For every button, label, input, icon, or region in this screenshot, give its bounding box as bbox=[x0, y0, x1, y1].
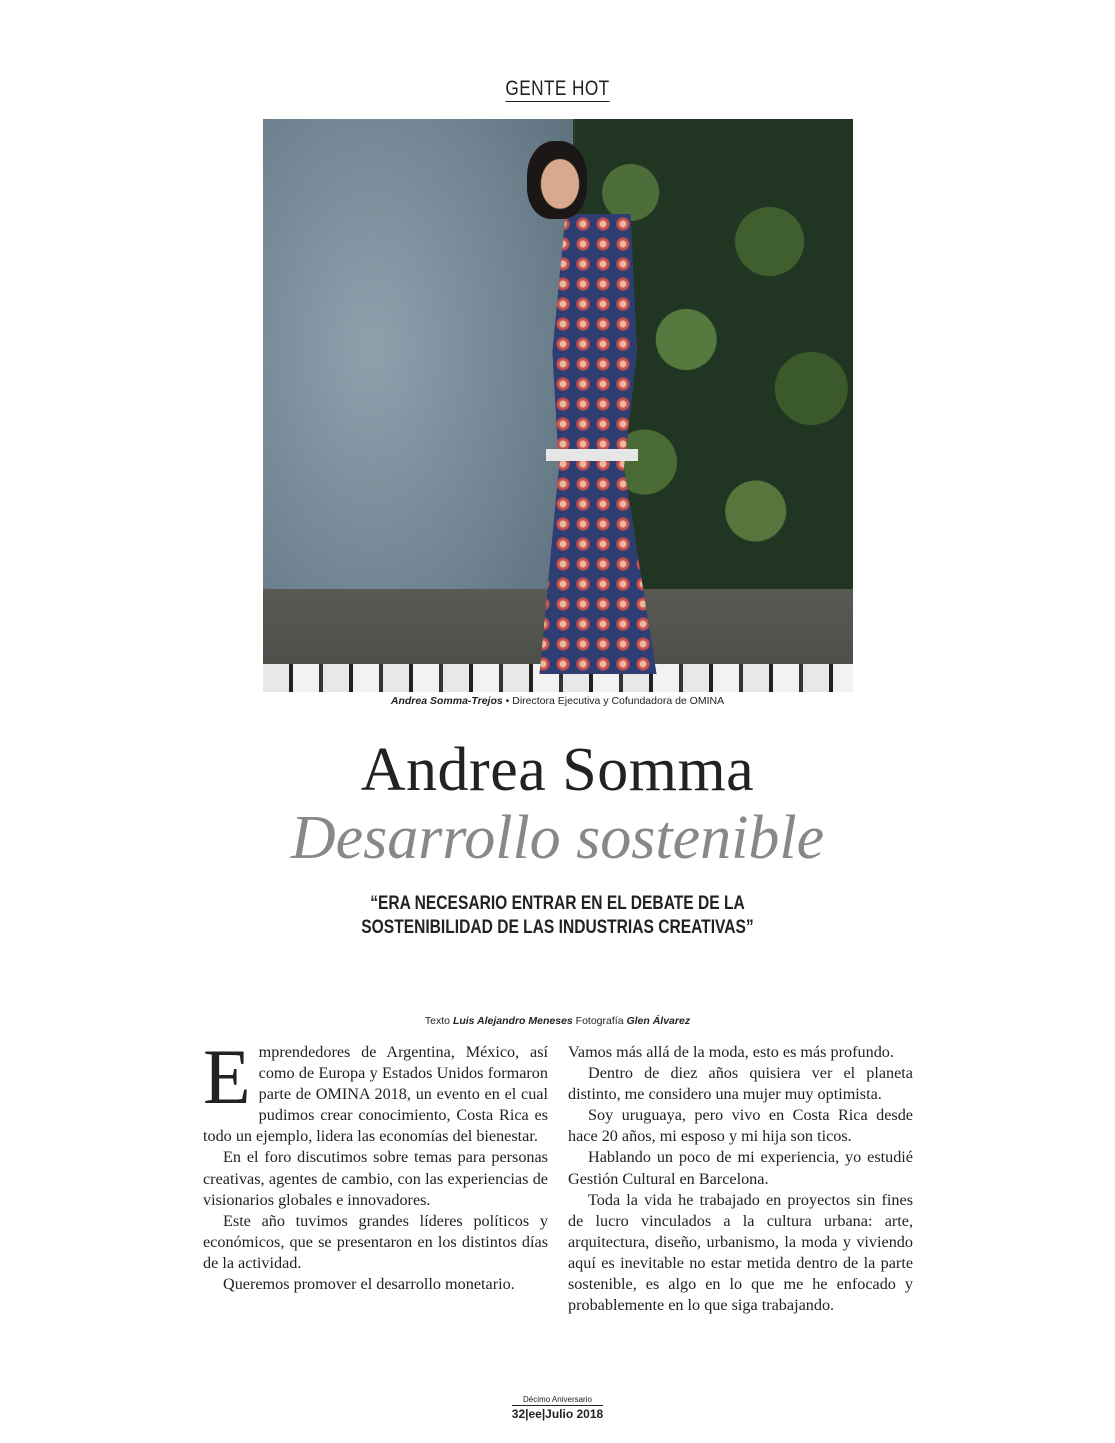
portrait-photo bbox=[263, 119, 853, 692]
body-column-right bbox=[568, 1042, 913, 1316]
pullquote bbox=[0, 892, 1115, 940]
paragraph: Vamos más allá de la moda, esto es más profundo. bbox=[568, 1043, 894, 1061]
paragraph-text: mprendedores de Argentina, México, así como de Europa y Estados Unidos formaron parte de OMINA 2018, un evento en el cual pudimos crear conocimiento, Costa Rica es todo un ejemplo, lidera las economías del bienestar. bbox=[203, 1043, 548, 1146]
photo-caption bbox=[0, 695, 1115, 707]
paragraph: Hablando un poco de mi experiencia, yo estudié Gestión Cultural en Barcelona. bbox=[568, 1148, 913, 1188]
photo-belt bbox=[546, 449, 638, 461]
paragraph: En el foro discutimos sobre temas para personas creativas, agentes de cambio, con las experiencias de visionarios globales e innovadores. bbox=[203, 1148, 548, 1209]
page-footer bbox=[0, 1395, 1115, 1423]
byline-text-label: Texto bbox=[424, 1015, 453, 1027]
section-label-text: GENTE HOT bbox=[505, 77, 610, 100]
pullquote-line-2: SOSTENIBILIDAD DE LAS INDUSTRIAS CREATIVAS” bbox=[361, 917, 754, 938]
paragraph: Dentro de diez años quisiera ver el planeta distinto, me considero una mujer muy optimista. bbox=[568, 1064, 913, 1104]
subheadline: Desarrollo sostenible bbox=[290, 804, 825, 872]
caption-separator: • bbox=[502, 695, 513, 707]
byline-photo-label: Fotografía bbox=[572, 1015, 627, 1027]
photo-head bbox=[527, 141, 587, 219]
paragraph: Este año tuvimos grandes líderes políticos y económicos, que se presentaron en los distintos días de la actividad. bbox=[203, 1211, 548, 1272]
paragraph bbox=[203, 1033, 548, 1147]
headline: Andrea Somma bbox=[360, 736, 755, 804]
byline-author: Luis Alejandro Meneses bbox=[452, 1015, 573, 1027]
body-column-left bbox=[203, 1033, 548, 1295]
footer-edition: Décimo Aniversario bbox=[523, 1395, 592, 1404]
paragraph: Soy uruguaya, pero vivo en Costa Rica desde hace 20 años, mi esposo y mi hija son ticos. bbox=[568, 1106, 913, 1146]
byline-photographer: Glen Álvarez bbox=[626, 1015, 691, 1027]
paragraph: Queremos promover el desarrollo monetario. bbox=[223, 1275, 515, 1294]
drop-cap: E bbox=[203, 1033, 251, 1120]
caption-name: Andrea Somma-Trejos bbox=[390, 695, 503, 707]
byline bbox=[0, 1015, 1115, 1027]
caption-role: Directora Ejecutiva y Cofundadora de OMINA bbox=[512, 695, 725, 707]
footer-page-number: 32|ee|Julio 2018 bbox=[511, 1407, 604, 1421]
pullquote-line-1: “ERA NECESARIO ENTRAR EN EL DEBATE DE LA bbox=[370, 893, 745, 914]
section-label bbox=[100, 77, 1014, 101]
paragraph: Toda la vida he trabajado en proyectos sin fines de lucro vinculados a la cultura urbana: arte, arquitectura, diseño, urbanismo, la moda y viviendo aquí es inevitable no estar metida dentro de la parte sostenible, es algo en lo que me he enfocado y probablemente en lo que siga trabajando. bbox=[568, 1190, 913, 1315]
